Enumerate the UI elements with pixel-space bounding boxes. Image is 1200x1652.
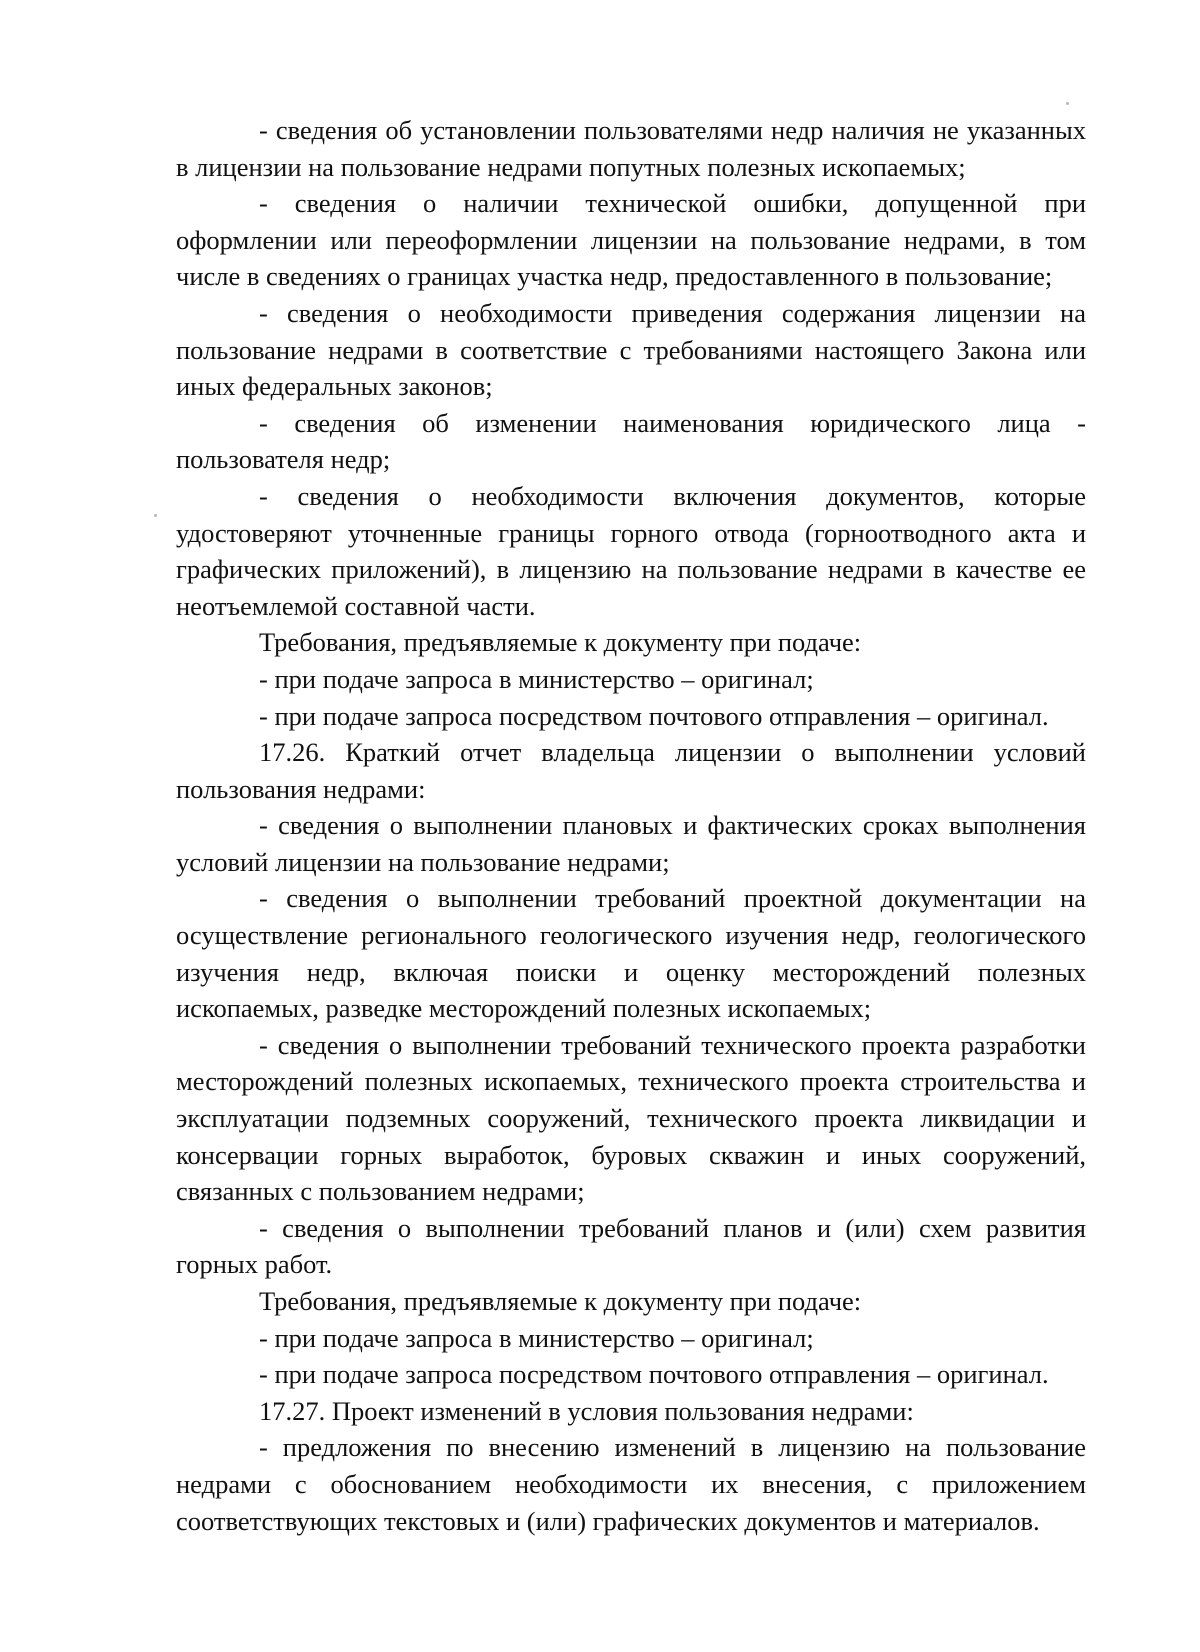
requirements-heading: Требования, предъявляемые к документу при подаче: xyxy=(259,1286,862,1316)
paragraph: - сведения о необходимости включения документов, которые удостоверяют уточненные границы горного отвода (горноотводного акта и графических приложений), в лицензию на пользование недрами в качестве ее неотъемлемой составной части. xyxy=(176,480,1086,621)
requirement-item: - при подаче запроса посредством почтового отправления – оригинал. xyxy=(259,700,1049,731)
paragraph: - сведения о наличии технической ошибки, допущенной при оформлении или переоформлении лицензии на пользование недрами, в том числе в сведениях о границах участка недр, предоставленного в пользование; xyxy=(176,188,1086,292)
paragraph: - сведения о выполнении требований планов и (или) схем развития горных работ. xyxy=(176,1212,1086,1280)
requirement-item: - при подаче запроса в министерство – оригинал; xyxy=(259,663,814,694)
paragraph: - сведения о выполнении требований проектной документации на осуществление регионального геологического изучения недр, геологического изучения недр, включая поиски и оценку месторождений полезных ископаемых, разведке месторождений полезных ископаемых; xyxy=(176,883,1086,1024)
section-heading-17-27: 17.27. Проект изменений в условия пользования недрами: xyxy=(259,1395,914,1426)
requirement-item: - при подаче запроса в министерство – оригинал; xyxy=(259,1322,814,1353)
section-heading-17-26: 17.26. Краткий отчет владельца лицензии о выполнении условий пользования недрами: xyxy=(176,737,1086,804)
paragraph: - сведения об изменении наименования юридического лица - пользователя недр; xyxy=(176,407,1086,475)
scan-speck xyxy=(154,514,157,517)
scan-speck xyxy=(1066,102,1069,105)
requirement-item: - при подаче запроса посредством почтового отправления – оригинал. xyxy=(259,1359,1049,1390)
paragraph: - предложения по внесению изменений в лицензию на пользование недрами с обоснованием необходимости их внесения, с приложением соответствующих текстовых и (или) графических документов и материалов. xyxy=(176,1432,1086,1536)
document-body xyxy=(176,112,1086,1539)
paragraph: - сведения о выполнении плановых и фактических сроках выполнения условий лицензии на пользование недрами; xyxy=(176,810,1086,877)
requirements-heading: Требования, предъявляемые к документу при подаче: xyxy=(259,627,862,658)
paragraph: - сведения о выполнении требований технического проекта разработки месторождений полезных ископаемых, технического проекта строительства и эксплуатации подземных сооружений, технического проекта ликвидации и консервации горных выработок, буровых скважин и иных сооружений, связанных с пользованием недрами; xyxy=(176,1029,1086,1207)
paragraph: - сведения о необходимости приведения содержания лицензии на пользование недрами в соответствие с требованиями настоящего Закона или иных федеральных законов; xyxy=(176,297,1086,402)
paragraph: - сведения об установлении пользователями недр наличия не указанных в лицензии на пользование недрами попутных полезных ископаемых; xyxy=(176,115,1086,182)
